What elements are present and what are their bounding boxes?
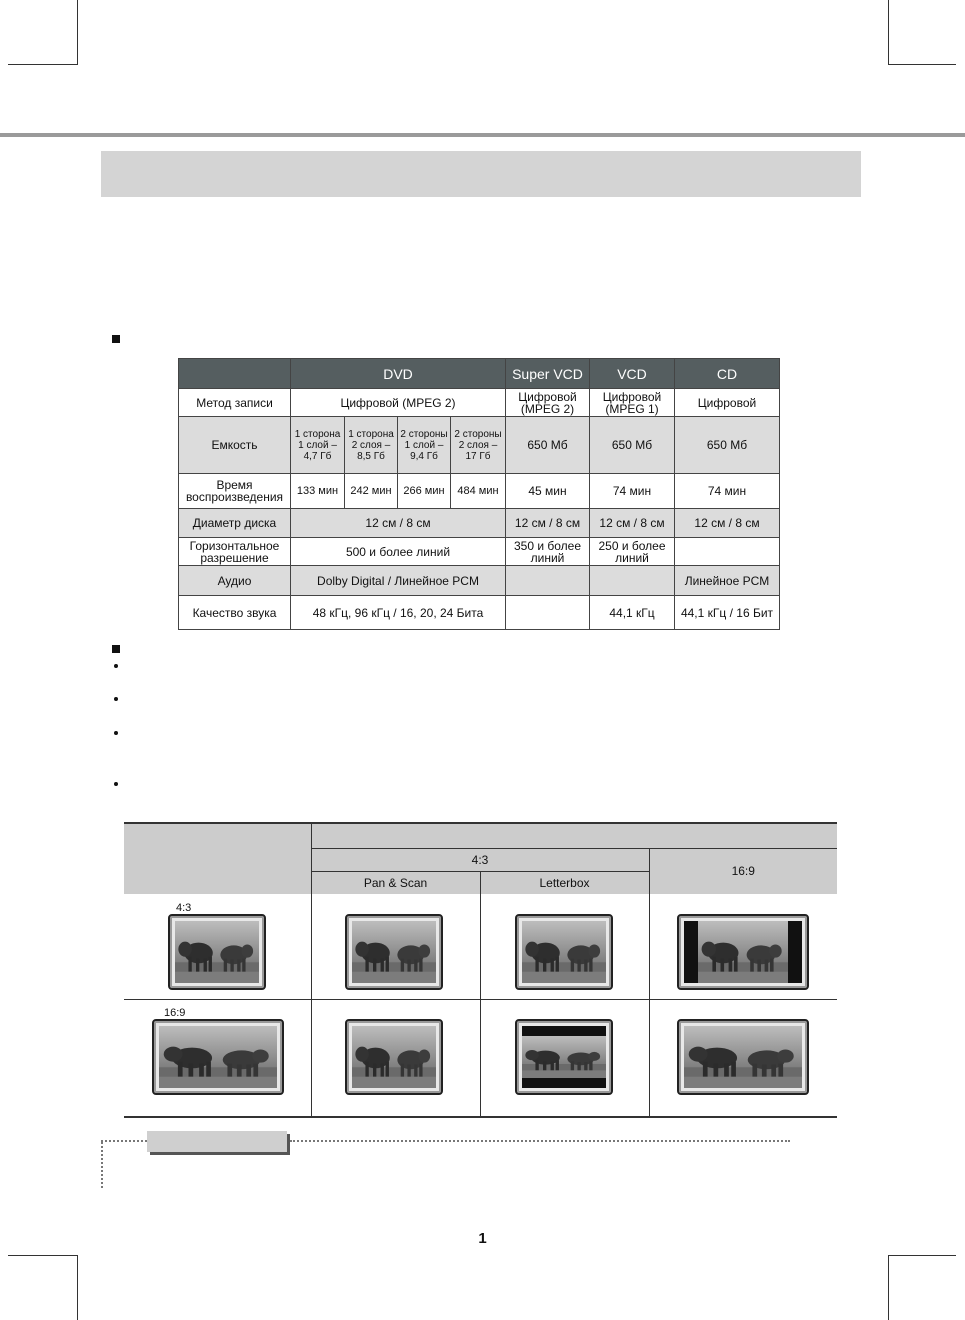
header-svcd: Super VCD <box>506 359 590 389</box>
row-label-diameter: Диаметр диска <box>179 509 291 538</box>
header-pan-scan: Pan & Scan <box>311 871 480 894</box>
dvd-playtime-3: 266 мин <box>398 474 451 509</box>
crop-mark-br-v <box>888 1255 889 1320</box>
aspect-header-top <box>311 823 837 848</box>
note-title-bar <box>147 1131 287 1152</box>
elephant-image <box>159 1026 277 1088</box>
tv-169-letterbox <box>515 1019 613 1095</box>
elephant-image <box>352 921 436 983</box>
aspect-header-corner <box>124 823 311 894</box>
svcd-diameter: 12 см / 8 см <box>506 509 590 538</box>
elephant-image <box>175 921 259 983</box>
dvd-capacity-3: 2 стороны 1 слой – 9,4 Гб <box>398 417 451 474</box>
list-bullet-4 <box>114 782 118 786</box>
svcd-capacity: 650 Мб <box>506 417 590 474</box>
cd-playtime: 74 мин <box>675 474 780 509</box>
section-bullet-notes <box>112 645 120 653</box>
header-43: 4:3 <box>311 848 649 871</box>
cd-recording: Цифровой <box>675 389 780 417</box>
tv-43-source <box>168 914 266 990</box>
dvd-audio: Dolby Digital / Линейное PCM <box>291 566 506 596</box>
dvd-playtime-1: 133 мин <box>291 474 345 509</box>
row-label-recording: Метод записи <box>179 389 291 417</box>
disc-format-table <box>178 358 780 630</box>
cd-capacity: 650 Мб <box>675 417 780 474</box>
header-cd: CD <box>675 359 780 389</box>
dvd-capacity-4: 2 стороны 2 слоя – 17 Гб <box>451 417 506 474</box>
crop-mark-bl-h <box>8 1255 78 1256</box>
header-empty <box>179 359 291 389</box>
header-dvd: DVD <box>291 359 506 389</box>
elephant-image <box>522 921 606 983</box>
header-169: 16:9 <box>649 848 837 894</box>
dvd-diameter: 12 см / 8 см <box>291 509 506 538</box>
dvd-capacity-2: 1 сторона 2 слоя – 8,5 Гб <box>345 417 398 474</box>
crop-mark-bl-v <box>77 1255 78 1320</box>
source-43-label: 4:3 <box>176 902 192 914</box>
pillarbox-image <box>684 921 802 983</box>
svcd-playtime: 45 мин <box>506 474 590 509</box>
header-rule <box>0 133 965 137</box>
svcd-sound <box>506 596 590 630</box>
vcd-recording: Цифровой (MPEG 1) <box>590 389 675 417</box>
list-bullet-3 <box>114 731 118 735</box>
section-bullet-formats <box>112 335 120 343</box>
elephant-image <box>684 1026 802 1088</box>
header-letterbox: Letterbox <box>480 871 649 894</box>
vcd-diameter: 12 см / 8 см <box>590 509 675 538</box>
list-bullet-1 <box>114 664 118 668</box>
dvd-sound: 48 кГц, 96 кГц / 16, 20, 24 Бита <box>291 596 506 630</box>
note-dotted-rule <box>290 1140 790 1142</box>
tv-43-wide <box>677 914 809 990</box>
vcd-sound: 44,1 кГц <box>590 596 675 630</box>
cd-resolution <box>675 538 780 566</box>
row-label-capacity: Емкость <box>179 417 291 474</box>
source-169-label: 16:9 <box>164 1007 186 1019</box>
tv-169-wide <box>677 1019 809 1095</box>
cd-diameter: 12 см / 8 см <box>675 509 780 538</box>
crop-mark-tr-h <box>888 64 956 65</box>
cd-audio: Линейное PCM <box>675 566 780 596</box>
elephant-image <box>352 1026 436 1088</box>
row-label-audio: Аудио <box>179 566 291 596</box>
section-title-band <box>101 151 861 197</box>
vcd-resolution: 250 и более линий <box>590 538 675 566</box>
vcd-audio <box>590 566 675 596</box>
tv-169-source <box>152 1019 284 1095</box>
dvd-resolution: 500 и более линий <box>291 538 506 566</box>
row-label-playtime: Время воспроизведения <box>179 474 291 509</box>
dvd-playtime-2: 242 мин <box>345 474 398 509</box>
tv-169-pan-scan <box>345 1019 443 1095</box>
dvd-playtime-4: 484 мин <box>451 474 506 509</box>
dvd-capacity-1: 1 сторона 1 слой – 4,7 Гб <box>291 417 345 474</box>
header-vcd: VCD <box>590 359 675 389</box>
dvd-recording: Цифровой (MPEG 2) <box>291 389 506 417</box>
svcd-audio <box>506 566 590 596</box>
letterbox-image <box>522 1026 606 1088</box>
vcd-capacity: 650 Мб <box>590 417 675 474</box>
crop-mark-tl-h <box>8 64 78 65</box>
vcd-playtime: 74 мин <box>590 474 675 509</box>
crop-mark-tl-v <box>77 0 78 65</box>
page-number: 1 <box>478 1230 487 1247</box>
row-label-sound: Качество звука <box>179 596 291 630</box>
crop-mark-tr-v <box>888 0 889 65</box>
crop-mark-br-h <box>888 1255 956 1256</box>
tv-43-letterbox <box>515 914 613 990</box>
svcd-resolution: 350 и более линий <box>506 538 590 566</box>
note-dotted-vertical <box>101 1142 103 1188</box>
cd-sound: 44,1 кГц / 16 Бит <box>675 596 780 630</box>
svcd-recording: Цифровой (MPEG 2) <box>506 389 590 417</box>
tv-43-pan-scan <box>345 914 443 990</box>
row-label-resolution: Горизонтальное разрешение <box>179 538 291 566</box>
list-bullet-2 <box>114 697 118 701</box>
note-dotted-left <box>101 1140 147 1142</box>
